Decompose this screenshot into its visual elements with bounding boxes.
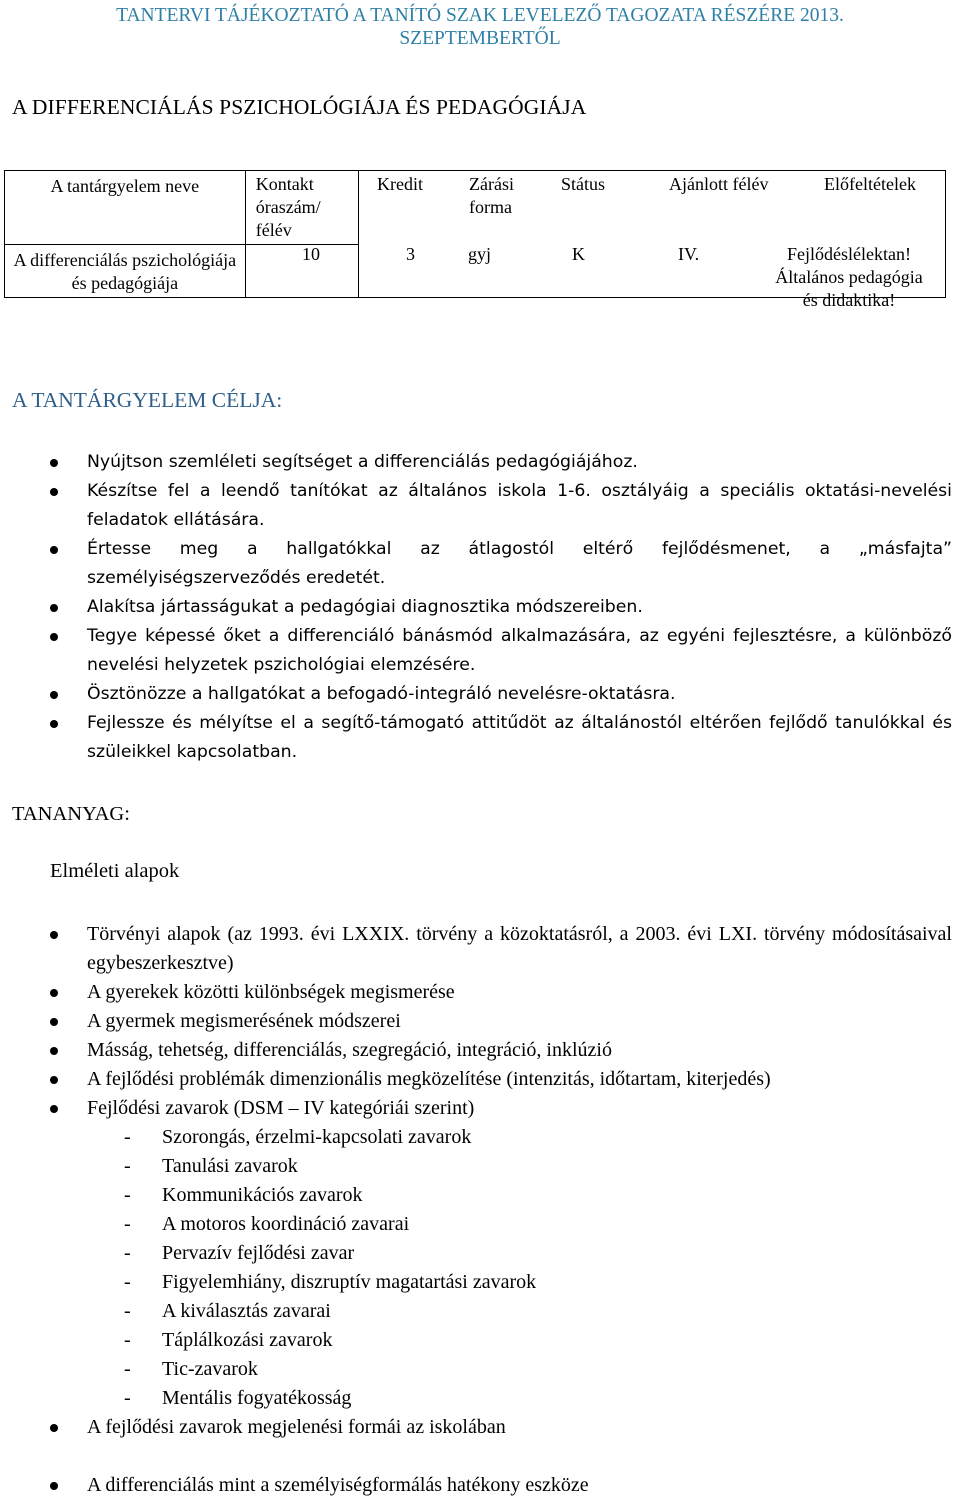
goals-list bbox=[0, 448, 952, 767]
list-item: A gyermek megismerésének módszerei bbox=[0, 1007, 952, 1036]
sub-list-item: - Tic-zavarok bbox=[0, 1355, 952, 1384]
list-item: A gyerekek közötti különbségek megismerése bbox=[0, 978, 952, 1007]
sub-list-item: - Figyelemhiány, diszruptív magatartási zavarok bbox=[0, 1268, 952, 1297]
bullet-icon bbox=[50, 1018, 58, 1026]
dash-marker: - bbox=[124, 1242, 131, 1264]
bullet-icon bbox=[50, 1424, 58, 1432]
course-name-header: A tantárgyelem neve bbox=[5, 171, 246, 245]
dash-marker: - bbox=[124, 1126, 131, 1148]
bullet-icon bbox=[50, 488, 58, 496]
zarasi-header: Zárási forma bbox=[469, 174, 514, 217]
dash-marker: - bbox=[124, 1155, 131, 1177]
list-item: Törvényi alapok (az 1993. évi LXXIX. törvény a közoktatásról, a 2003. évi LXI. törvény módosításaival egybeszerkesztve) bbox=[0, 920, 952, 978]
details-header-row bbox=[359, 171, 945, 219]
status-value: K bbox=[572, 244, 585, 264]
bullet-icon bbox=[50, 459, 58, 467]
status-header: Státus bbox=[561, 174, 606, 194]
zarasi-value: gyj bbox=[468, 244, 492, 264]
table-row bbox=[5, 171, 946, 245]
bullet-icon bbox=[50, 1105, 58, 1113]
list-item: Ösztönözze a hallgatókat a befogadó-integráló nevelésre-oktatásra. bbox=[0, 680, 952, 709]
ajanlott-value: IV. bbox=[678, 244, 700, 264]
dash-marker: - bbox=[124, 1329, 131, 1351]
bullet-icon bbox=[50, 604, 58, 612]
dash-marker: - bbox=[124, 1271, 131, 1293]
dash-marker: - bbox=[124, 1184, 131, 1206]
document-title: A DIFFERENCIÁLÁS PSZICHOLÓGIÁJA ÉS PEDAGÓGIÁJA bbox=[12, 95, 587, 119]
header-line-2: SZEPTEMBERTŐL bbox=[399, 28, 561, 49]
elofeltetelek-header: Előfeltételek bbox=[824, 174, 916, 194]
sub-list-item: - A motoros koordináció zavarai bbox=[0, 1210, 952, 1239]
section-heading: Elméleti alapok bbox=[50, 860, 180, 882]
bullet-icon bbox=[50, 989, 58, 997]
table-values bbox=[302, 243, 758, 266]
list-item: Alakítsa jártasságukat a pedagógiai diagnosztika módszereiben. bbox=[0, 593, 952, 622]
dash-marker: - bbox=[124, 1387, 131, 1409]
list-item: Készítse fel a leendő tanítókat az általános iskola 1-6. osztályáig a speciális oktatási-nevelési feladatok ellátására. bbox=[0, 477, 952, 535]
course-name-cell: A differenciálás pszichológiája és pedagógiája bbox=[5, 245, 246, 298]
sub-list-item: - Táplálkozási zavarok bbox=[0, 1326, 952, 1355]
kontakt-header: Kontakt óraszám/ félév bbox=[245, 171, 358, 245]
list-item: Fejlődési zavarok (DSM – IV kategóriái szerint) bbox=[0, 1094, 952, 1123]
list-item: A differenciálás mint a személyiségformálás hatékony eszköze bbox=[0, 1471, 952, 1500]
list-item: Értesse meg a hallgatókkal az átlagostól eltérő fejlődésmenet, a „másfajta” személyiségszerveződés eredetét. bbox=[0, 535, 952, 593]
list-item: Tegye képessé őket a differenciáló bánásmód alkalmazására, az egyéni fejlesztésre, a különböző nevelési helyzetek pszichológiai elemzésére. bbox=[0, 622, 952, 680]
sub-list-item: - A kiválasztás zavarai bbox=[0, 1297, 952, 1326]
list-item: A fejlődési zavarok megjelenési formái az iskolában bbox=[0, 1413, 952, 1442]
kredit-header: Kredit bbox=[377, 174, 423, 194]
bullet-icon bbox=[50, 546, 58, 554]
sub-list-item: - Kommunikációs zavarok bbox=[0, 1181, 952, 1210]
list-item: Fejlessze és mélyítse el a segítő-támogató attitűdöt az általánostól eltérően fejlődő tanulókkal és szüleikkel kapcsolatban. bbox=[0, 709, 952, 767]
tananyag-heading: TANANYAG: bbox=[12, 803, 130, 825]
goals-heading: A TANTÁRGYELEM CÉLJA: bbox=[12, 388, 283, 412]
bullet-icon bbox=[50, 633, 58, 641]
dash-marker: - bbox=[124, 1358, 131, 1380]
topics-list bbox=[0, 920, 952, 1500]
bullet-icon bbox=[50, 1482, 58, 1490]
bullet-icon bbox=[50, 691, 58, 699]
list-item: A fejlődési problémák dimenzionális megközelítése (intenzitás, időtartam, kiterjedés) bbox=[0, 1065, 952, 1094]
bullet-icon bbox=[50, 931, 58, 939]
ajanlott-header: Ajánlott félév bbox=[669, 174, 769, 194]
list-item: Másság, tehetség, differenciálás, szegregáció, integráció, inklúzió bbox=[0, 1036, 952, 1065]
header-line-1: TANTERVI TÁJÉKOZTATÓ A TANÍTÓ SZAK LEVELEZŐ TAGOZATA RÉSZÉRE 2013. bbox=[116, 5, 844, 26]
bullet-icon bbox=[50, 1076, 58, 1084]
elofeltetelek-value: Fejlődéslélektan! Általános pedagógia és didaktika! bbox=[775, 244, 923, 310]
kredit-value: 3 bbox=[406, 244, 415, 264]
page-header bbox=[0, 4, 960, 50]
dash-marker: - bbox=[124, 1300, 131, 1322]
kontakt-value: 10 bbox=[302, 244, 320, 264]
sub-list-item: - Pervazív fejlődési zavar bbox=[0, 1239, 952, 1268]
sub-list-item: - Tanulási zavarok bbox=[0, 1152, 952, 1181]
bullet-icon bbox=[50, 1047, 58, 1055]
sub-list-item: - Mentális fogyatékosság bbox=[0, 1384, 952, 1413]
sub-list-item: - Szorongás, érzelmi-kapcsolati zavarok bbox=[0, 1123, 952, 1152]
list-item: Nyújtson szemléleti segítséget a differenciálás pedagógiájához. bbox=[0, 448, 952, 477]
dash-marker: - bbox=[124, 1213, 131, 1235]
bullet-icon bbox=[50, 720, 58, 728]
